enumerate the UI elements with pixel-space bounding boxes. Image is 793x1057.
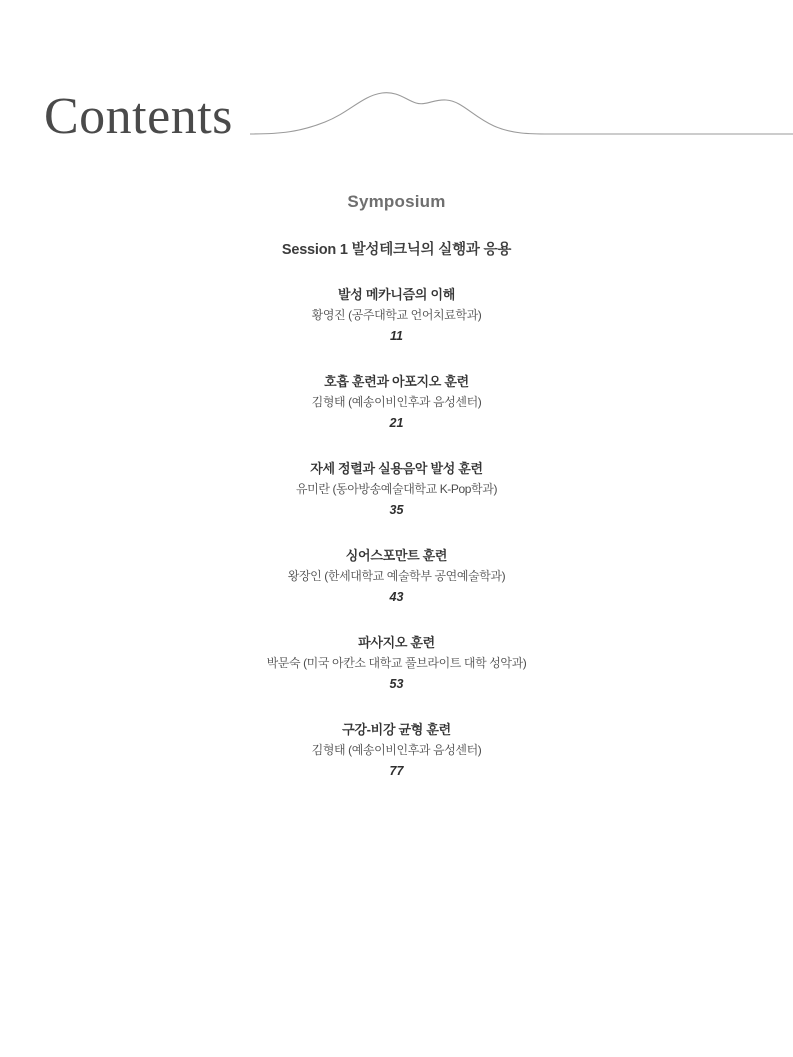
page-header: [0, 86, 793, 166]
toc-entry-author: 황영진 (공주대학교 언어치료학과): [311, 308, 482, 322]
session-heading: Session 1 발성테크닉의 실행과 응용: [281, 242, 512, 258]
toc-entry[interactable]: [0, 720, 793, 781]
toc-entry-author: 왕장인 (한세대학교 예술학부 공연예술학과): [287, 569, 506, 583]
toc-entry-page: 21: [389, 416, 404, 430]
toc-entry[interactable]: [0, 285, 793, 346]
toc-entry[interactable]: [0, 372, 793, 433]
page-title: Contents: [44, 88, 233, 145]
wave-divider-icon: [250, 86, 793, 156]
toc-entry-page: 77: [389, 764, 404, 778]
toc-entry-title: 싱어스포만트 훈련: [345, 548, 448, 563]
toc-entry-page: 35: [389, 503, 404, 517]
toc-entry-author: 김형태 (예송이비인후과 음성센터): [311, 743, 482, 757]
toc-entry-title: 자세 정렬과 실용음악 발성 훈련: [310, 461, 483, 476]
toc-entry-page: 53: [389, 677, 404, 691]
toc-entry-author: 박문숙 (미국 아칸소 대학교 풀브라이트 대학 성악과): [266, 656, 527, 670]
toc-entry-page: 43: [389, 590, 404, 604]
toc-entry-title: 파사지오 훈련: [358, 635, 435, 650]
toc-entry-author: 김형태 (예송이비인후과 음성센터): [311, 395, 482, 409]
toc-entry[interactable]: [0, 633, 793, 694]
toc-entry-author: 유미란 (동아방송예술대학교 K-Pop학과): [295, 482, 498, 496]
section-title: Symposium: [347, 192, 446, 211]
table-of-contents: [0, 192, 793, 807]
toc-entry-title: 발성 메카니즘의 이해: [338, 287, 455, 302]
toc-entry-title: 구강-비강 균형 훈련: [342, 722, 451, 737]
toc-entry-title: 호흡 훈련과 아포지오 훈련: [324, 374, 469, 389]
toc-entry[interactable]: [0, 546, 793, 607]
toc-entry-page: 11: [390, 329, 403, 343]
toc-entry[interactable]: [0, 459, 793, 520]
